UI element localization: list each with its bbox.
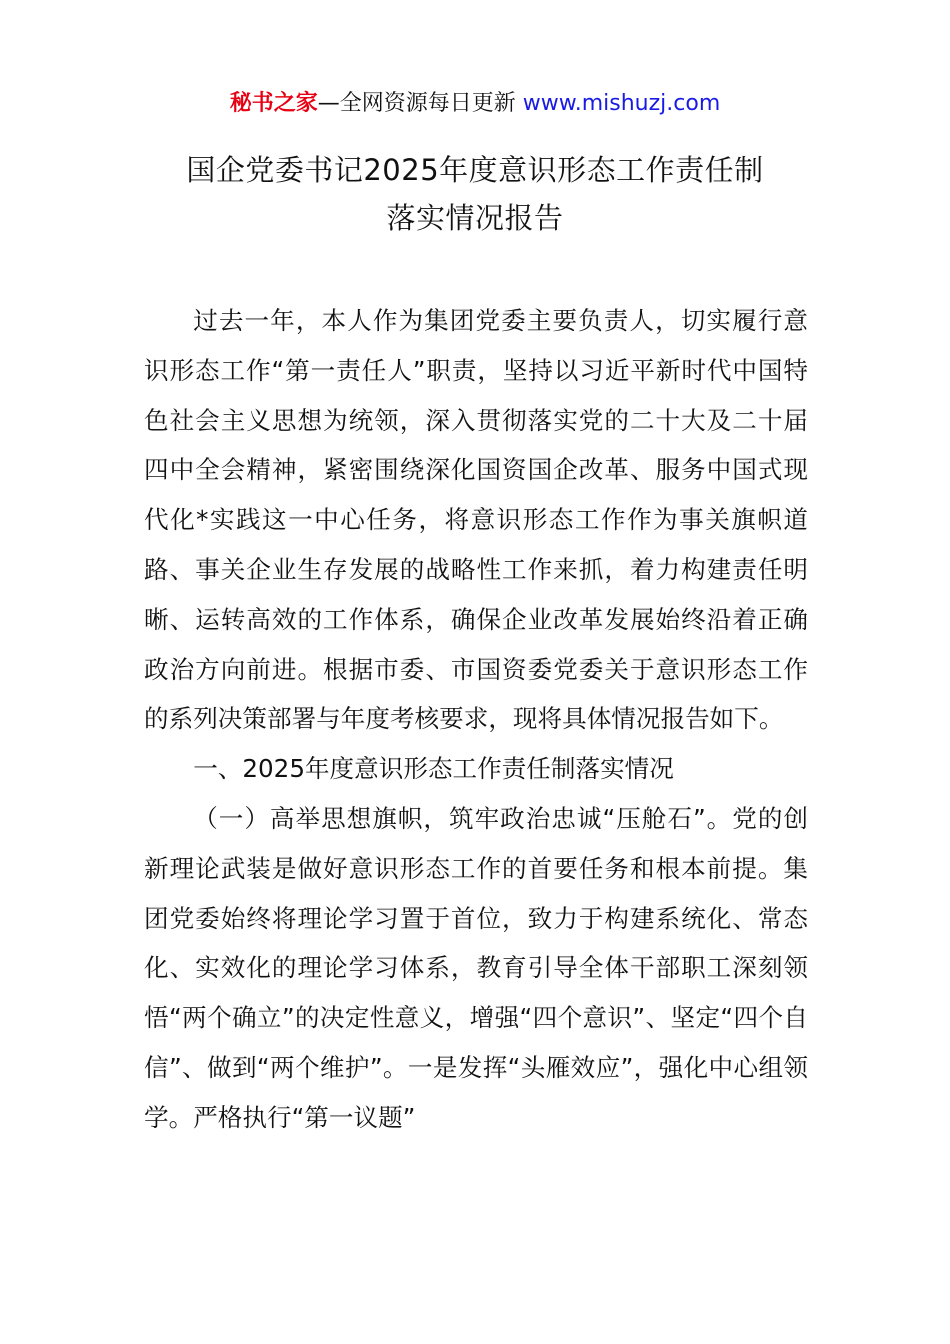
document-title xyxy=(0,146,950,242)
document-body xyxy=(144,296,808,1143)
subsection-paragraph-1: （一）高举思想旗帜，筑牢政治忠诚“压舱石”。党的创新理论武装是做好意识形态工作的首要任务和根本前提。集团党委始终将理论学习置于首位，致力于构建系统化、常态化、实效化的理论学习体系，教育引导全体干部职工深刻领悟“两个确立”的决定性意义，增强“四个意识”、坚定“四个自信”、做到“两个维护”。一是发挥“头雁效应”，强化中心组领学。严格执行“第一议题” xyxy=(144,803,808,1132)
header-tagline: —全网资源每日更新 xyxy=(317,91,516,116)
intro-paragraph: 过去一年，本人作为集团党委主要负责人，切实履行意识形态工作“第一责任人”职责，坚持以习近平新时代中国特色社会主义思想为统领，深入贯彻落实党的二十大及二十届四中全会精神，紧密围绕深化国资国企改革、服务中国式现代化*实践这一中心任务，将意识形态工作作为事关旗帜道路、事关企业生存发展的战略性工作来抓，着力构建责任明晰、运转高效的工作体系，确保企业改革发展始终沿着正确政治方向前进。根据市委、市国资委党委关于意识形态工作的系列决策部署与年度考核要求，现将具体情况报告如下。 xyxy=(144,306,808,734)
site-header xyxy=(0,88,950,120)
title-line-1: 国企党委书记2025年度意识形态工作责任制 xyxy=(186,153,764,187)
section-heading-1: 一、2025年度意识形态工作责任制落实情况 xyxy=(193,754,674,784)
title-line-2: 落实情况报告 xyxy=(386,201,564,235)
site-url-link[interactable]: www.mishuzj.com xyxy=(522,91,721,116)
brand-name: 秘书之家 xyxy=(229,91,318,116)
